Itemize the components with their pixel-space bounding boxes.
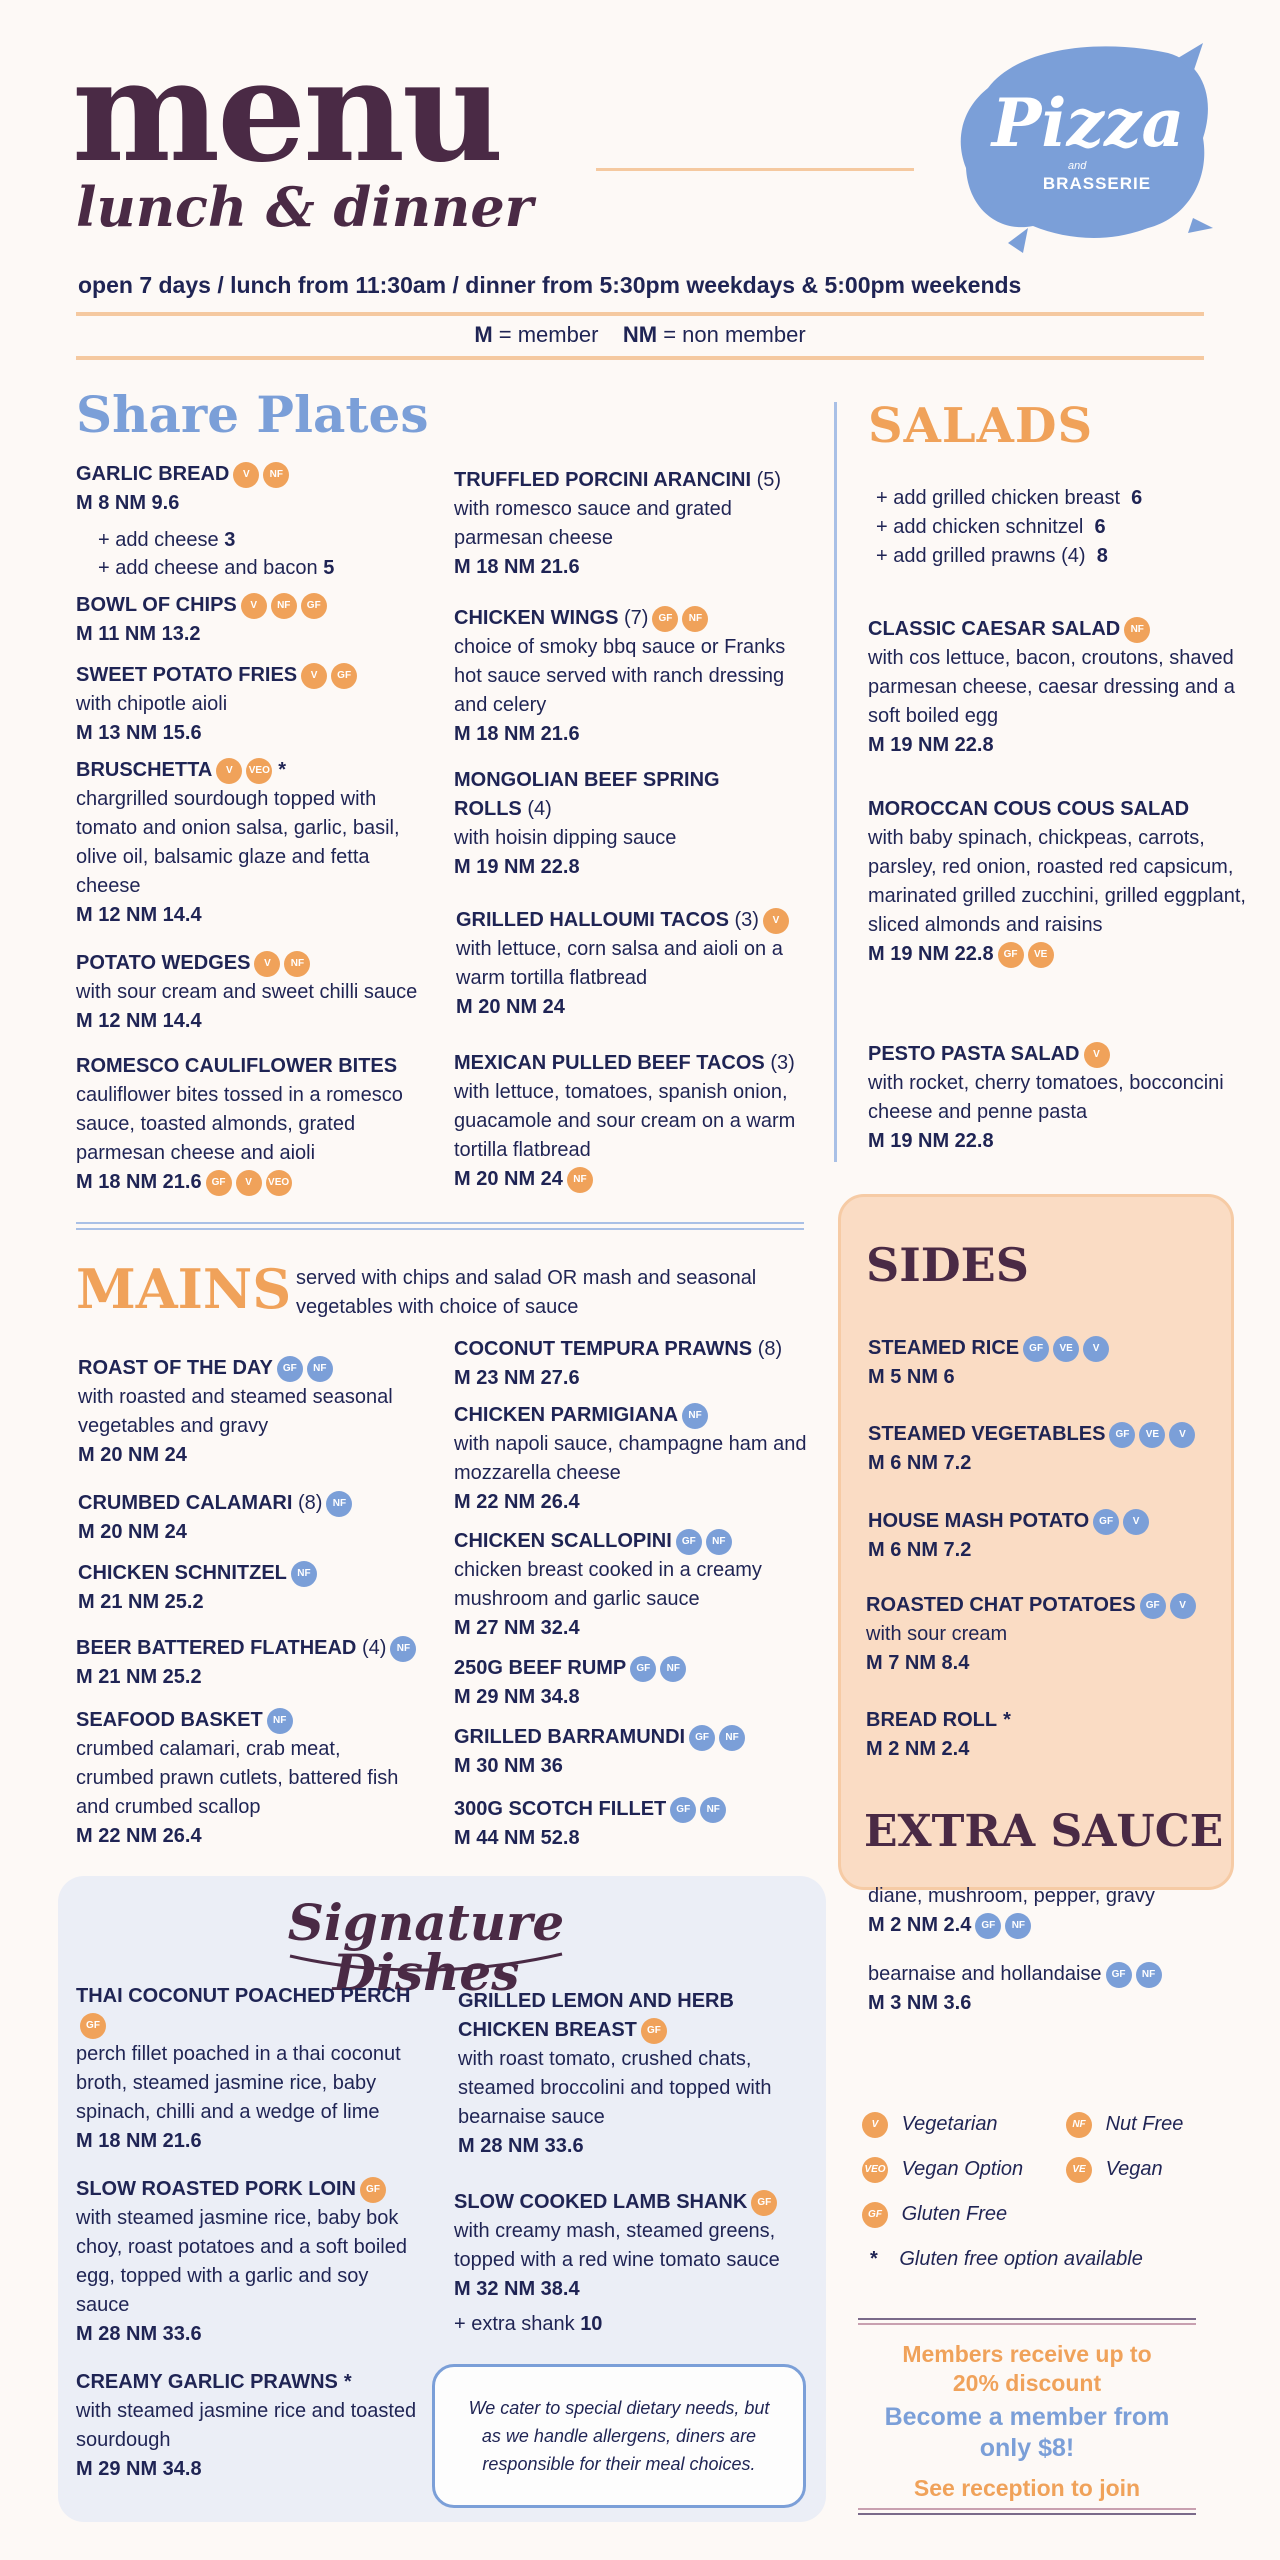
legend-label: Nut Free: [1105, 2113, 1184, 2136]
item-name: SEAFOOD BASKET: [76, 1709, 263, 1731]
menu-item-seafood-basket: [76, 1706, 416, 1851]
item-price: M 13 NM 15.6: [76, 722, 202, 744]
item-desc: with sour cream: [866, 1623, 1008, 1645]
addon-text: + extra shank: [454, 2313, 575, 2335]
item-desc: with roast tomato, crushed chats, steamed broccolini and topped with bearnaise sauce: [458, 2048, 772, 2128]
dietary-note-text: We cater to special dietary needs, but as we handle allergens, diners are responsible for their meal choices.: [468, 2398, 770, 2474]
item-name: HOUSE MASH POTATO: [868, 1510, 1090, 1532]
gluten-free-badge: GF: [1093, 1509, 1119, 1535]
promo-rule-bottom: [858, 2513, 1196, 2515]
legend-label: Gluten Free: [901, 2203, 1008, 2226]
header-rule-top: [76, 312, 1204, 316]
item-qty: (8): [757, 1338, 783, 1360]
promo-rule-top: [858, 2323, 1196, 2325]
item-name: MEXICAN PULLED BEEF TACOS: [454, 1052, 765, 1074]
gluten-free-badge: GF: [998, 942, 1024, 968]
vegetarian-badge: V: [1170, 1593, 1196, 1619]
item-desc: with napoli sauce, champagne ham and mozzarella cheese: [454, 1433, 807, 1484]
gf-option-star: *: [870, 2248, 878, 2270]
vegetarian-badge: V: [1084, 1042, 1110, 1068]
item-price: M 18 NM 21.6: [76, 1171, 202, 1193]
addon-text: + add grilled prawns (4): [876, 545, 1086, 567]
menu-item-garlic-prawns: [76, 2368, 436, 2484]
nut-free-badge: NF: [567, 1167, 593, 1193]
nut-free-badge: NF: [1124, 617, 1150, 643]
vegetarian-badge: V: [862, 2112, 888, 2138]
mains-rule: [76, 1222, 804, 1224]
item-name: MONGOLIAN BEEF SPRING ROLLS: [454, 769, 720, 820]
menu-item-halloumi-tacos: [456, 906, 816, 1022]
sauce-option-2: [868, 1960, 1228, 2018]
salad-addons: [876, 484, 1236, 571]
gf-option-star: *: [343, 2371, 352, 2393]
menu-item-roast: [78, 1354, 418, 1470]
sides-heading: SIDES: [866, 1238, 1029, 1292]
item-desc: with lettuce, tomatoes, spanish onion, guacamole and sour cream on a warm tortilla flatbread: [454, 1081, 796, 1161]
item-name: BEER BATTERED FLATHEAD: [76, 1637, 357, 1659]
extra-sauce-heading: EXTRA SAUCE: [864, 1806, 1224, 1857]
menu-title: menu: [72, 30, 501, 194]
item-price: M 12 NM 14.4: [76, 904, 202, 926]
item-qty: (8): [298, 1492, 323, 1514]
menu-item-pesto-pasta: [868, 1040, 1248, 1156]
item-desc: with sour cream and sweet chilli sauce: [76, 981, 418, 1003]
item-price: M 18 NM 21.6: [454, 723, 580, 745]
vegan-badge: VE: [1066, 2157, 1092, 2183]
nut-free-badge: NF: [307, 1356, 333, 1382]
mains-heading: MAINS: [76, 1257, 292, 1321]
item-price: M 3 NM 3.6: [868, 1992, 972, 2014]
promo-rule-bottom: [858, 2508, 1196, 2510]
item-price: M 29 NM 34.8: [454, 1686, 580, 1708]
item-desc: with hoisin dipping sauce: [454, 827, 677, 849]
gf-option-star: *: [278, 759, 287, 781]
item-name: GRILLED LEMON AND HERB CHICKEN BREAST: [458, 1990, 734, 2041]
item-price: M 22 NM 26.4: [76, 1825, 202, 1847]
item-desc: chicken breast cooked in a creamy mushroom and garlic sauce: [454, 1559, 762, 1610]
gluten-free-badge: GF: [975, 1913, 1001, 1939]
addon-price: 6: [1094, 516, 1106, 538]
gluten-free-badge: GF: [80, 2013, 106, 2039]
item-price: M 12 NM 14.4: [76, 1010, 202, 1032]
item-desc: choice of smoky bbq sauce or Franks hot sauce served with ranch dressing and celery: [454, 636, 786, 716]
item-price: M 2 NM 2.4: [866, 1738, 970, 1760]
promo-discount: Members receive up to 20% discount: [902, 2341, 1152, 2396]
addon-price: 5: [323, 557, 335, 579]
menu-item-beef-rump: [454, 1654, 824, 1712]
promo-join: Become a member from only $8!: [884, 2403, 1170, 2462]
addon-price: 10: [580, 2313, 603, 2335]
nut-free-badge: NF: [267, 1708, 293, 1734]
nm-key-text: = non member: [663, 322, 806, 347]
item-price: M 19 NM 22.8: [454, 856, 580, 878]
item-price: M 20 NM 24: [78, 1444, 187, 1466]
menu-item-moroccan-salad: [868, 795, 1248, 969]
item-price: M 18 NM 21.6: [454, 556, 580, 578]
item-qty: (5): [756, 469, 782, 491]
item-name: STEAMED RICE: [868, 1337, 1020, 1359]
gluten-free-badge: GF: [862, 2202, 888, 2228]
item-price: M 30 NM 36: [454, 1755, 563, 1777]
column-divider: [834, 402, 837, 1162]
item-price: M 6 NM 7.2: [868, 1452, 972, 1474]
item-price: M 20 NM 24: [456, 996, 565, 1018]
item-price: M 20 NM 24: [78, 1521, 187, 1543]
addon-price: 3: [224, 529, 236, 551]
menu-item-thai-perch: [76, 1982, 436, 2156]
item-name: CRUMBED CALAMARI: [78, 1492, 293, 1514]
item-name: CREAMY GARLIC PRAWNS: [76, 2371, 338, 2393]
nut-free-badge: NF: [1136, 1962, 1162, 1988]
item-name: CHICKEN SCHNITZEL: [78, 1562, 287, 1584]
item-desc: crumbed calamari, crab meat, crumbed prawn cutlets, battered fish and crumbed scallop: [76, 1738, 399, 1818]
vegetarian-badge: V: [1083, 1336, 1109, 1362]
item-name: CHICKEN PARMIGIANA: [454, 1404, 679, 1426]
item-desc: with lettuce, corn salsa and aioli on a warm tortilla flatbread: [456, 938, 783, 989]
item-name: STEAMED VEGETABLES: [868, 1423, 1106, 1445]
nut-free-badge: NF: [660, 1656, 686, 1682]
menu-item-calamari: [78, 1489, 458, 1547]
menu-item-arancini: [454, 466, 814, 582]
item-qty: (4): [361, 1637, 387, 1659]
item-desc: with baby spinach, chickpeas, carrots, parsley, red onion, roasted red capsicum, marinated grilled zucchini, grilled eggplant, sliced almonds and raisins: [868, 827, 1246, 936]
item-name: SWEET POTATO FRIES: [76, 664, 298, 686]
mains-rule: [76, 1228, 804, 1230]
vegan-badge: VE: [1139, 1422, 1165, 1448]
gf-option-star: *: [1003, 1709, 1011, 1731]
item-price: M 18 NM 21.6: [76, 2130, 202, 2152]
nut-free-badge: NF: [1005, 1913, 1031, 1939]
side-steamed-vegetables: [868, 1420, 1228, 1478]
item-qty: (7): [624, 607, 649, 629]
gluten-free-badge: GF: [301, 593, 327, 619]
title-rule: [596, 168, 914, 171]
item-qty: (3): [734, 909, 759, 931]
promo-rule-top: [858, 2318, 1196, 2320]
addon-text: + add cheese: [98, 529, 219, 551]
legend-label: Vegetarian: [901, 2113, 998, 2136]
menu-item-schnitzel: [78, 1559, 458, 1617]
item-price: M 2 NM 2.4: [868, 1914, 972, 1936]
item-price: M 19 NM 22.8: [868, 943, 994, 965]
item-name: CHICKEN WINGS: [454, 607, 619, 629]
menu-item-mexican-tacos: [454, 1049, 814, 1194]
menu-item-pork-loin: [76, 2175, 416, 2349]
item-desc: with cos lettuce, bacon, croutons, shaved parmesan cheese, caesar dressing and a soft boiled egg: [868, 647, 1235, 727]
item-price: M 8 NM 9.6: [76, 492, 180, 514]
item-price: M 32 NM 38.4: [454, 2278, 580, 2300]
signature-heading: Signature Dishes: [287, 1893, 565, 2002]
item-price: M 28 NM 33.6: [458, 2135, 584, 2157]
item-desc: with creamy mash, steamed greens, topped with a red wine tomato sauce: [454, 2220, 780, 2271]
item-name: POTATO WEDGES: [76, 952, 251, 974]
mains-intro: served with chips and salad OR mash and seasonal vegetables with choice of sauce: [296, 1267, 757, 1318]
vegetarian-badge: V: [254, 951, 280, 977]
item-name: ROAST OF THE DAY: [78, 1357, 273, 1379]
gluten-free-badge: GF: [630, 1656, 656, 1682]
item-name: ROASTED CHAT POTATOES: [866, 1594, 1136, 1616]
menu-item-scallopini: [454, 1527, 824, 1643]
vegetarian-badge: V: [233, 462, 259, 488]
menu-item-lemon-herb-chicken: [458, 1987, 818, 2161]
vegetarian-badge: V: [301, 663, 327, 689]
menu-item-bowl-of-chips: [76, 591, 436, 649]
item-name: CLASSIC CAESAR SALAD: [868, 618, 1121, 640]
nut-free-badge: NF: [271, 593, 297, 619]
vegan-option-badge: VEO: [266, 1170, 292, 1196]
gluten-free-badge: GF: [751, 2190, 777, 2216]
gluten-free-badge: GF: [670, 1797, 696, 1823]
item-name: TRUFFLED PORCINI ARANCINI: [454, 469, 752, 491]
nut-free-badge: NF: [263, 462, 289, 488]
item-desc: with romesco sauce and grated parmesan cheese: [454, 498, 732, 549]
gluten-free-badge: GF: [1106, 1962, 1132, 1988]
member-key: [0, 322, 1280, 348]
logo: [948, 28, 1218, 268]
menu-item-garlic-bread: [76, 460, 436, 582]
item-price: M 21 NM 25.2: [76, 1666, 202, 1688]
item-desc: chargrilled sourdough topped with tomato and onion salsa, garlic, basil, olive oil, balsamic glaze and fetta cheese: [76, 788, 400, 897]
item-desc: cauliflower bites tossed in a romesco sauce, toasted almonds, grated parmesan cheese and aioli: [76, 1084, 403, 1164]
addon-text: + add cheese and bacon: [98, 557, 318, 579]
item-name: GRILLED BARRAMUNDI: [454, 1726, 686, 1748]
gluten-free-badge: GF: [652, 606, 678, 632]
m-key: M: [474, 322, 493, 347]
addon-price: 6: [1131, 487, 1143, 509]
item-price: M 19 NM 22.8: [868, 734, 994, 756]
item-name: MOROCCAN COUS COUS SALAD: [868, 798, 1190, 820]
item-name: CHICKEN SCALLOPINI: [454, 1530, 672, 1552]
vegetarian-badge: V: [241, 593, 267, 619]
item-qty: (3): [770, 1052, 795, 1074]
addon-line: [98, 526, 436, 554]
item-price: M 7 NM 8.4: [866, 1652, 970, 1674]
legend-label: Gluten free option available: [899, 2248, 1143, 2270]
sauce-names: diane, mushroom, pepper, gravy: [868, 1885, 1155, 1907]
item-name: COCONUT TEMPURA PRAWNS: [454, 1338, 753, 1360]
item-price: M 5 NM 6: [868, 1366, 955, 1388]
nut-free-badge: NF: [682, 606, 708, 632]
nut-free-badge: NF: [706, 1529, 732, 1555]
vegetarian-badge: V: [1123, 1509, 1149, 1535]
gluten-free-badge: GF: [1023, 1336, 1049, 1362]
item-name: GARLIC BREAD: [76, 463, 230, 485]
opening-hours: open 7 days / lunch from 11:30am / dinner from 5:30pm weekdays & 5:00pm weekends: [78, 272, 1022, 298]
menu-item-caesar-salad: [868, 615, 1248, 760]
item-price: M 21 NM 25.2: [78, 1591, 204, 1613]
addon-price: 8: [1096, 545, 1108, 567]
signature-swash: [286, 1950, 566, 1974]
menu-item-spring-rolls: [454, 766, 774, 882]
nut-free-badge: NF: [284, 951, 310, 977]
item-desc: with steamed jasmine rice, baby bok choy, roast potatoes and a soft boiled egg, topped with a garlic and soy sauce: [76, 2207, 407, 2316]
nut-free-badge: NF: [1066, 2112, 1092, 2138]
gluten-free-badge: GF: [360, 2177, 386, 2203]
gluten-free-badge: GF: [1140, 1593, 1166, 1619]
dietary-note: [432, 2364, 806, 2508]
item-price: M 23 NM 27.6: [454, 1367, 580, 1389]
vegan-badge: VE: [1028, 942, 1054, 968]
share-plates-heading: Share Plates: [76, 385, 429, 444]
gluten-free-badge: GF: [277, 1356, 303, 1382]
vegetarian-badge: V: [1169, 1422, 1195, 1448]
vegetarian-badge: V: [216, 758, 242, 784]
header-rule-bottom: [76, 356, 1204, 360]
vegetarian-badge: V: [236, 1170, 262, 1196]
addon-text: + add grilled chicken breast: [876, 487, 1121, 509]
side-steamed-rice: [868, 1334, 1218, 1392]
item-price: M 11 NM 13.2: [76, 623, 201, 645]
gluten-free-badge: GF: [1109, 1422, 1135, 1448]
item-name: SLOW ROASTED PORK LOIN: [76, 2178, 356, 2200]
menu-item-bruschetta: [76, 756, 436, 930]
menu-item-lamb-shank: [454, 2188, 824, 2339]
vegan-option-badge: VEO: [246, 758, 272, 784]
dietary-legend: [862, 2112, 1242, 2272]
gluten-free-badge: GF: [676, 1529, 702, 1555]
item-qty: (4): [527, 798, 552, 820]
item-price: M 27 NM 32.4: [454, 1617, 580, 1639]
menu-item-potato-wedges: [76, 949, 456, 1036]
nut-free-badge: NF: [291, 1561, 317, 1587]
legend-label: Vegan Option: [901, 2158, 1024, 2181]
item-name: BREAD ROLL: [866, 1709, 998, 1731]
nm-key: NM: [622, 322, 658, 347]
salads-heading: SALADS: [868, 398, 1094, 454]
vegetarian-badge: V: [763, 908, 789, 934]
logo-brasserie: BRASSERIE: [1042, 174, 1152, 193]
side-bread-roll: [866, 1706, 1216, 1764]
menu-item-sweet-potato-fries: [76, 661, 436, 748]
gluten-free-badge: GF: [689, 1725, 715, 1751]
nut-free-badge: NF: [682, 1403, 708, 1429]
item-price: M 19 NM 22.8: [868, 1130, 994, 1152]
item-price: M 22 NM 26.4: [454, 1491, 580, 1513]
menu-item-barramundi: [454, 1723, 824, 1781]
item-price: M 29 NM 34.8: [76, 2458, 202, 2480]
item-name: THAI COCONUT POACHED PERCH: [76, 1985, 411, 2007]
item-price: M 28 NM 33.6: [76, 2323, 202, 2345]
menu-item-tempura-prawns: [454, 1335, 824, 1393]
legend-label: Vegan: [1105, 2158, 1163, 2181]
item-name: 250G BEEF RUMP: [454, 1657, 627, 1679]
item-price: M 6 NM 7.2: [868, 1539, 972, 1561]
sauce-option-1: [868, 1882, 1218, 1940]
addon-text: + add chicken schnitzel: [876, 516, 1084, 538]
gluten-free-badge: GF: [206, 1170, 232, 1196]
vegan-option-badge: VEO: [862, 2157, 888, 2183]
menu-subtitle: lunch & dinner: [76, 175, 534, 239]
promo-reception: See reception to join: [913, 2475, 1141, 2501]
member-promo: [858, 2340, 1196, 2503]
item-name: ROMESCO CAULIFLOWER BITES: [76, 1055, 398, 1077]
nut-free-badge: NF: [390, 1636, 416, 1662]
nut-free-badge: NF: [326, 1491, 352, 1517]
item-name: SLOW COOKED LAMB SHANK: [454, 2191, 748, 2213]
item-price: M 20 NM 24: [454, 1168, 563, 1190]
nut-free-badge: NF: [700, 1797, 726, 1823]
item-name: BOWL OF CHIPS: [76, 594, 237, 616]
addon-line: [98, 554, 436, 582]
vegan-badge: VE: [1053, 1336, 1079, 1362]
item-name: 300G SCOTCH FILLET: [454, 1798, 667, 1820]
m-key-text: = member: [498, 322, 599, 347]
item-name: GRILLED HALLOUMI TACOS: [456, 909, 729, 931]
item-price: M 44 NM 52.8: [454, 1827, 580, 1849]
logo-pizza: Pizza: [991, 84, 1185, 162]
item-name: PESTO PASTA SALAD: [868, 1043, 1080, 1065]
gluten-free-badge: GF: [641, 2018, 667, 2044]
item-desc: with chipotle aioli: [76, 693, 228, 715]
menu-item-parmigiana: [454, 1401, 824, 1517]
side-house-mash: [868, 1507, 1218, 1565]
menu-item-flathead: [76, 1634, 456, 1692]
side-chat-potatoes: [866, 1591, 1226, 1678]
item-name: BRUSCHETTA: [76, 759, 213, 781]
menu-item-scotch-fillet: [454, 1795, 824, 1853]
menu-item-chicken-wings: [454, 604, 814, 749]
item-desc: with steamed jasmine rice and toasted sourdough: [76, 2400, 417, 2451]
menu-item-romesco-cauliflower: [76, 1052, 436, 1197]
sauce-names: bearnaise and hollandaise: [868, 1963, 1102, 1985]
item-desc: perch fillet poached in a thai coconut broth, steamed jasmine rice, baby spinach, chilli and a wedge of lime: [76, 2043, 401, 2123]
gluten-free-badge: GF: [331, 663, 357, 689]
nut-free-badge: NF: [719, 1725, 745, 1751]
item-desc: with rocket, cherry tomatoes, bocconcini cheese and penne pasta: [868, 1072, 1224, 1123]
item-desc: with roasted and steamed seasonal vegetables and gravy: [78, 1386, 393, 1437]
logo-and: and: [1068, 160, 1087, 172]
